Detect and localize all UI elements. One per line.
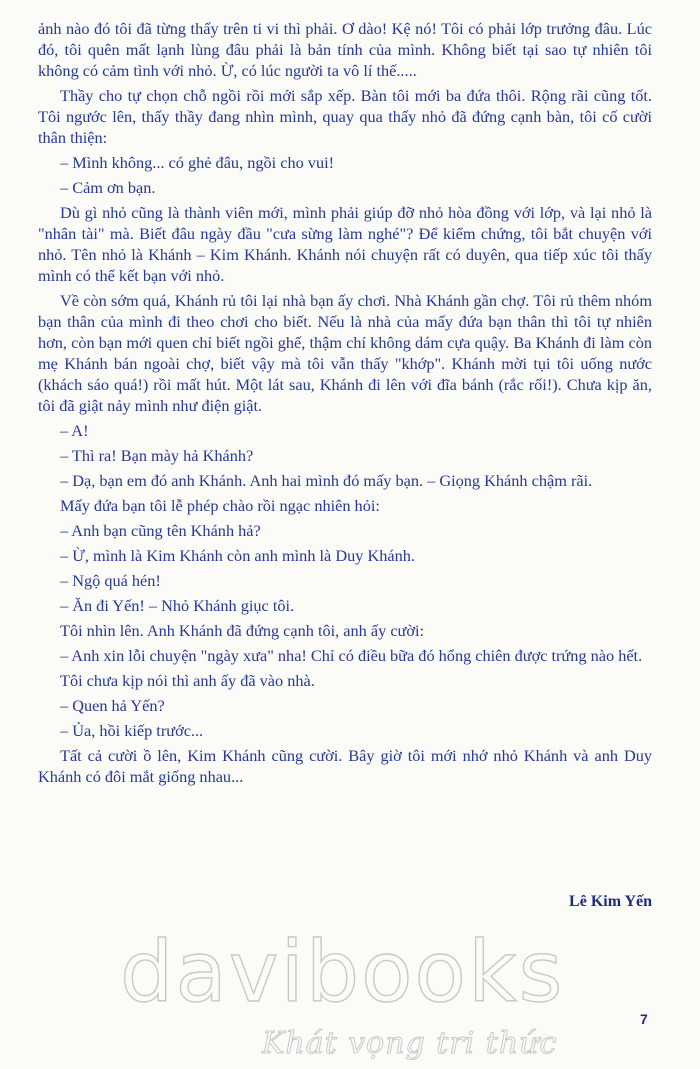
story-paragraph: – Ăn đi Yến! – Nhỏ Khánh giục tôi. <box>60 596 295 615</box>
story-paragraph: – Quen hả Yến? <box>60 696 165 715</box>
story-paragraph: – Ừ, mình là Kim Khánh còn anh mình là Duy Khánh. <box>60 546 415 565</box>
story-paragraph: Mấy đứa bạn tôi lễ phép chào rồi ngạc nhiên hỏi: <box>60 496 380 515</box>
story-paragraph: Về còn sớm quá, Khánh rủ tôi lại nhà bạn ấy chơi. Nhà Khánh gần chợ. Tôi rủ thêm nhóm bạn thân của mình đi theo chơi cho biết. Nếu là nhà của mấy đứa bạn thân thì tôi tự nhiên hơn, còn bạn mới quen chỉ biết ngồi ghế, thậm chí không dám cựa quậy. Ba Khánh đi làm còn mẹ Khánh bán ngoài chợ, biết vậy mà tôi vẫn thấy "khớp". Khánh mời tụi tôi uống nước (khách sáo quá!) rồi mất hút. Một lát sau, Khánh đi lên với đĩa bánh (rắc rối!). Chưa kịp ăn, tôi đã giật nảy mình như điện giật. <box>38 291 652 415</box>
story-paragraph: – Ủa, hồi kiếp trước... <box>60 721 204 740</box>
story-paragraph: – A! <box>60 421 89 440</box>
story-paragraph: – Thì ra! Bạn mày hả Khánh? <box>60 446 254 465</box>
story-paragraph: – Anh xin lỗi chuyện "ngày xưa" nha! Chỉ có điều bữa đó hổng chiên được trứng nào hết. <box>60 646 643 665</box>
author-signature: Lê Kim Yến <box>569 893 652 910</box>
story-paragraph: – Ngộ quá hén! <box>60 571 161 590</box>
story-paragraph: Tất cả cười ồ lên, Kim Khánh cũng cười. Bây giờ tôi mới nhớ nhỏ Khánh và anh Duy Khánh có đôi mắt giống nhau... <box>38 746 652 786</box>
story-body <box>38 18 652 791</box>
story-paragraph: Tôi nhìn lên. Anh Khánh đã đứng cạnh tôi, anh ấy cười: <box>60 621 425 640</box>
story-paragraph: – Anh bạn cũng tên Khánh hả? <box>60 521 261 540</box>
publisher-tagline: Khát vọng tri thức <box>262 1026 558 1061</box>
story-paragraph: – Mình không... có ghẻ đâu, ngồi cho vui! <box>60 153 335 172</box>
story-paragraph: ảnh nào đó tôi đã từng thấy trên ti vi thì phải. Ơ dào! Kệ nó! Tôi có phải lớp trưởng đâu. Lúc đó, tôi quên mất lạnh lùng đâu phải là bản tính của mình. Không biết tại sao tự nhiên tôi không có cảm tình với nhỏ. Ừ, có lúc người ta vô lí thế..... <box>38 19 652 80</box>
story-paragraph: Tôi chưa kịp nói thì anh ấy đã vào nhà. <box>60 671 315 690</box>
story-paragraph: Dù gì nhỏ cũng là thành viên mới, mình phải giúp đỡ nhỏ hòa đồng với lớp, và lại nhỏ là "nhân tài" mà. Biết đâu ngày đầu "cưa sừng làm nghé"? Để kiểm chứng, tôi bắt chuyện với nhỏ. Tên nhỏ là Khánh – Kim Khánh. Khánh nói chuyện rất có duyên, qua tiếp xúc tôi thấy mình có thể kết bạn với nhỏ. <box>38 203 652 285</box>
story-paragraph: – Dạ, bạn em đó anh Khánh. Anh hai mình đó mấy bạn. – Giọng Khánh chậm rãi. <box>60 471 593 490</box>
story-paragraph: – Cảm ơn bạn. <box>60 178 156 197</box>
page-number: 7 <box>640 1011 648 1027</box>
story-paragraph: Thầy cho tự chọn chỗ ngồi rồi mới sắp xếp. Bàn tôi mới ba đứa thôi. Rộng rãi cũng tốt. Tôi ngước lên, thấy thầy đang nhìn mình, quay qua thấy nhỏ đã đứng cạnh bàn, tôi cố cười thân thiện: <box>38 86 652 147</box>
publisher-watermark: davibooks <box>120 923 565 1021</box>
